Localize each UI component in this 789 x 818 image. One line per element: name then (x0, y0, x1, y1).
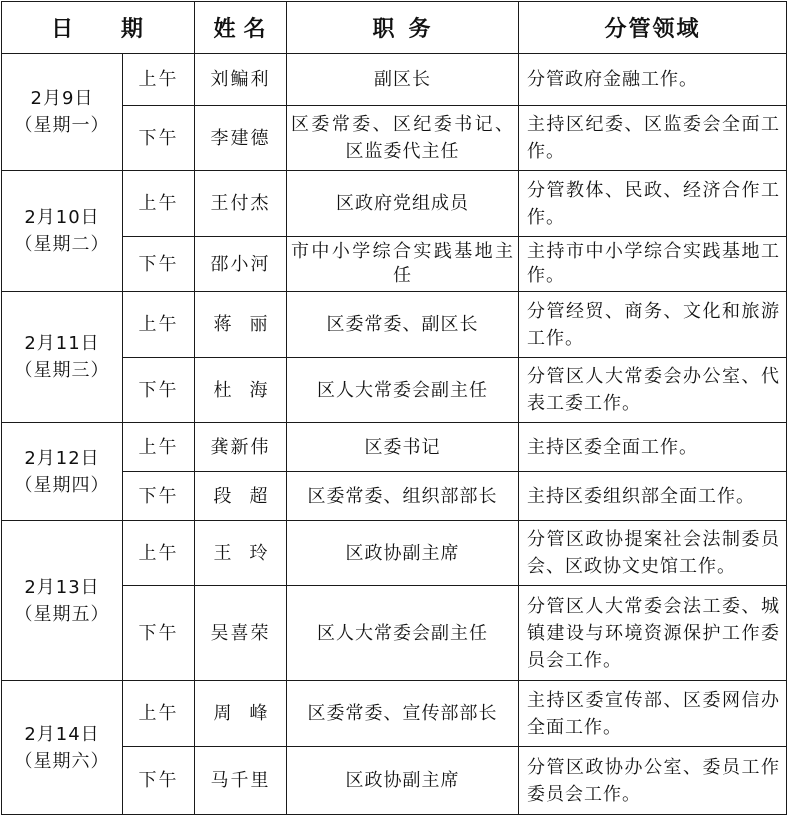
weekday-text: （星期三） (14, 360, 110, 381)
name-cell: 李建德 (195, 106, 287, 171)
date-cell (2, 681, 123, 815)
area-cell: 主持区委组织部全面工作。 (519, 472, 787, 521)
header-date: 日 期 (2, 2, 195, 54)
date-cell (2, 292, 123, 423)
date-text: 2月9日 (30, 88, 94, 109)
period-cell: 上午 (123, 54, 195, 106)
area-cell: 分管区政协提案社会法制委员会、区政协文史馆工作。 (519, 521, 787, 586)
period-cell: 上午 (123, 171, 195, 237)
post-cell: 区委常委、宣传部部长 (287, 681, 519, 747)
post-cell: 区委常委、区纪委书记、区监委代主任 (287, 106, 519, 171)
name-cell: 周峰 (195, 681, 287, 747)
post-cell: 区委常委、副区长 (287, 292, 519, 358)
area-cell: 主持区委宣传部、区委网信办全面工作。 (519, 681, 787, 747)
date-cell (2, 423, 123, 521)
period-cell: 下午 (123, 358, 195, 423)
date-cell (2, 521, 123, 681)
duty-schedule-table (1, 1, 787, 815)
area-cell: 分管经贸、商务、文化和旅游工作。 (519, 292, 787, 358)
post-cell: 区委书记 (287, 423, 519, 472)
period-cell: 下午 (123, 747, 195, 815)
header-area: 分管领域 (519, 2, 787, 54)
area-cell: 主持区委全面工作。 (519, 423, 787, 472)
table-row (2, 54, 787, 106)
table-row (2, 292, 787, 358)
period-cell: 上午 (123, 292, 195, 358)
area-cell: 分管教体、民政、经济合作工作。 (519, 171, 787, 237)
area-cell: 分管区人大常委会法工委、城镇建设与环境资源保护工作委员会工作。 (519, 586, 787, 681)
post-cell: 区政协副主席 (287, 747, 519, 815)
weekday-text: （星期一） (14, 115, 110, 136)
name-cell: 段超 (195, 472, 287, 521)
date-text: 2月13日 (24, 576, 100, 598)
name-cell: 龚新伟 (195, 423, 287, 472)
weekday-text: （星期五） (14, 603, 110, 625)
table-row (2, 521, 787, 586)
header-post: 职务 (287, 2, 519, 54)
name-cell: 马千里 (195, 747, 287, 815)
post-cell: 区人大常委会副主任 (287, 358, 519, 423)
date-cell (2, 171, 123, 292)
period-cell: 上午 (123, 423, 195, 472)
name-cell: 王付杰 (195, 171, 287, 237)
table-row (2, 423, 787, 472)
date-text: 2月10日 (24, 207, 100, 228)
post-cell: 副区长 (287, 54, 519, 106)
table-row (2, 681, 787, 747)
name-cell: 杜海 (195, 358, 287, 423)
date-text: 2月11日 (24, 333, 100, 354)
period-cell: 下午 (123, 237, 195, 292)
period-cell: 下午 (123, 472, 195, 521)
date-text: 2月12日 (24, 447, 100, 469)
post-cell: 区政协副主席 (287, 521, 519, 586)
post-cell: 区政府党组成员 (287, 171, 519, 237)
weekday-text: （星期四） (14, 474, 110, 496)
header-name: 姓名 (195, 2, 287, 54)
weekday-text: （星期二） (14, 234, 110, 255)
date-text: 2月14日 (24, 723, 100, 745)
period-cell: 下午 (123, 106, 195, 171)
name-cell: 王玲 (195, 521, 287, 586)
weekday-text: （星期六） (14, 750, 110, 772)
area-cell: 分管政府金融工作。 (519, 54, 787, 106)
post-cell: 区人大常委会副主任 (287, 586, 519, 681)
area-cell: 主持市中小学综合实践基地工作。 (519, 237, 787, 292)
post-cell: 区委常委、组织部部长 (287, 472, 519, 521)
period-cell: 上午 (123, 521, 195, 586)
period-cell: 下午 (123, 586, 195, 681)
name-cell: 蒋丽 (195, 292, 287, 358)
table-row (2, 171, 787, 237)
name-cell: 刘鳊利 (195, 54, 287, 106)
period-cell: 上午 (123, 681, 195, 747)
area-cell: 分管区人大常委会办公室、代表工委工作。 (519, 358, 787, 423)
area-cell: 主持区纪委、区监委会全面工作。 (519, 106, 787, 171)
post-cell: 市中小学综合实践基地主任 (287, 237, 519, 292)
area-cell: 分管区政协办公室、委员工作委员会工作。 (519, 747, 787, 815)
name-cell: 吴喜荣 (195, 586, 287, 681)
name-cell: 邵小河 (195, 237, 287, 292)
date-cell (2, 54, 123, 171)
header-row (2, 2, 787, 54)
